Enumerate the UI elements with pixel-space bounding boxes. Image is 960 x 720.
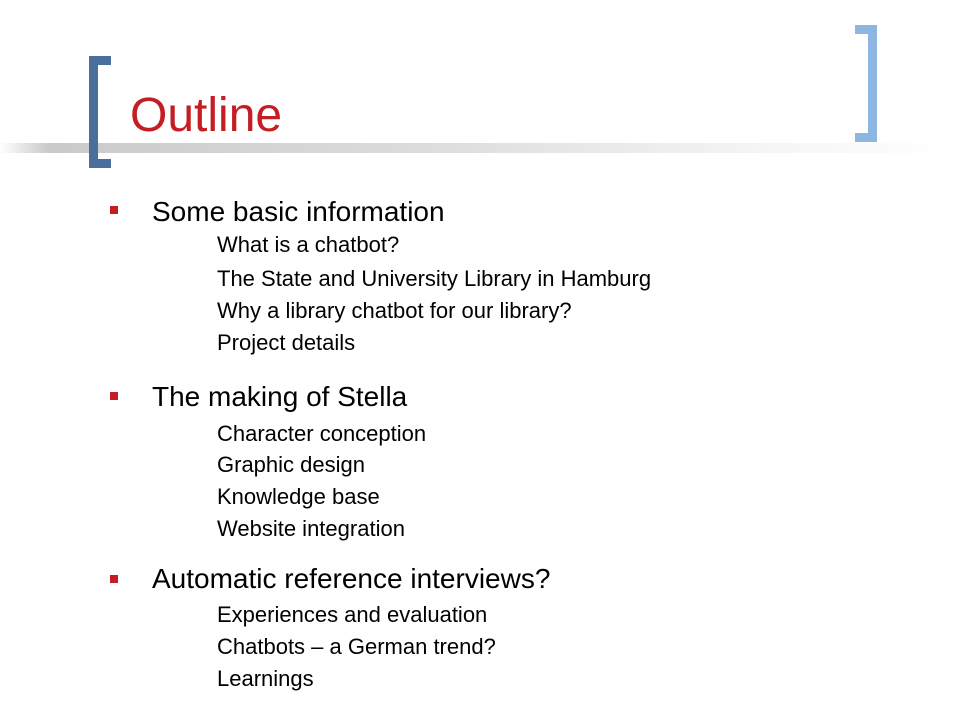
section-item: Experiences and evaluation <box>217 602 488 627</box>
section-item: Graphic design <box>217 452 365 477</box>
section-heading: The making of Stella <box>152 381 408 412</box>
slide-title: Outline <box>130 89 283 142</box>
section-heading: Automatic reference interviews? <box>152 563 551 594</box>
section-item: Why a library chatbot for our library? <box>217 298 572 323</box>
section-heading: Some basic information <box>152 196 445 227</box>
section-item: Character conception <box>217 421 427 446</box>
bullet-icon <box>110 206 118 214</box>
bullet-icon <box>110 575 118 583</box>
section-item: What is a chatbot? <box>217 232 400 257</box>
section-item: Project details <box>217 330 356 355</box>
section-item: Knowledge base <box>217 484 380 509</box>
section-item: Website integration <box>217 516 405 541</box>
bullet-icon <box>110 392 118 400</box>
section-item: The State and University Library in Hamburg <box>217 266 652 291</box>
section-item: Chatbots – a German trend? <box>217 634 496 659</box>
section-item: Learnings <box>217 666 314 691</box>
